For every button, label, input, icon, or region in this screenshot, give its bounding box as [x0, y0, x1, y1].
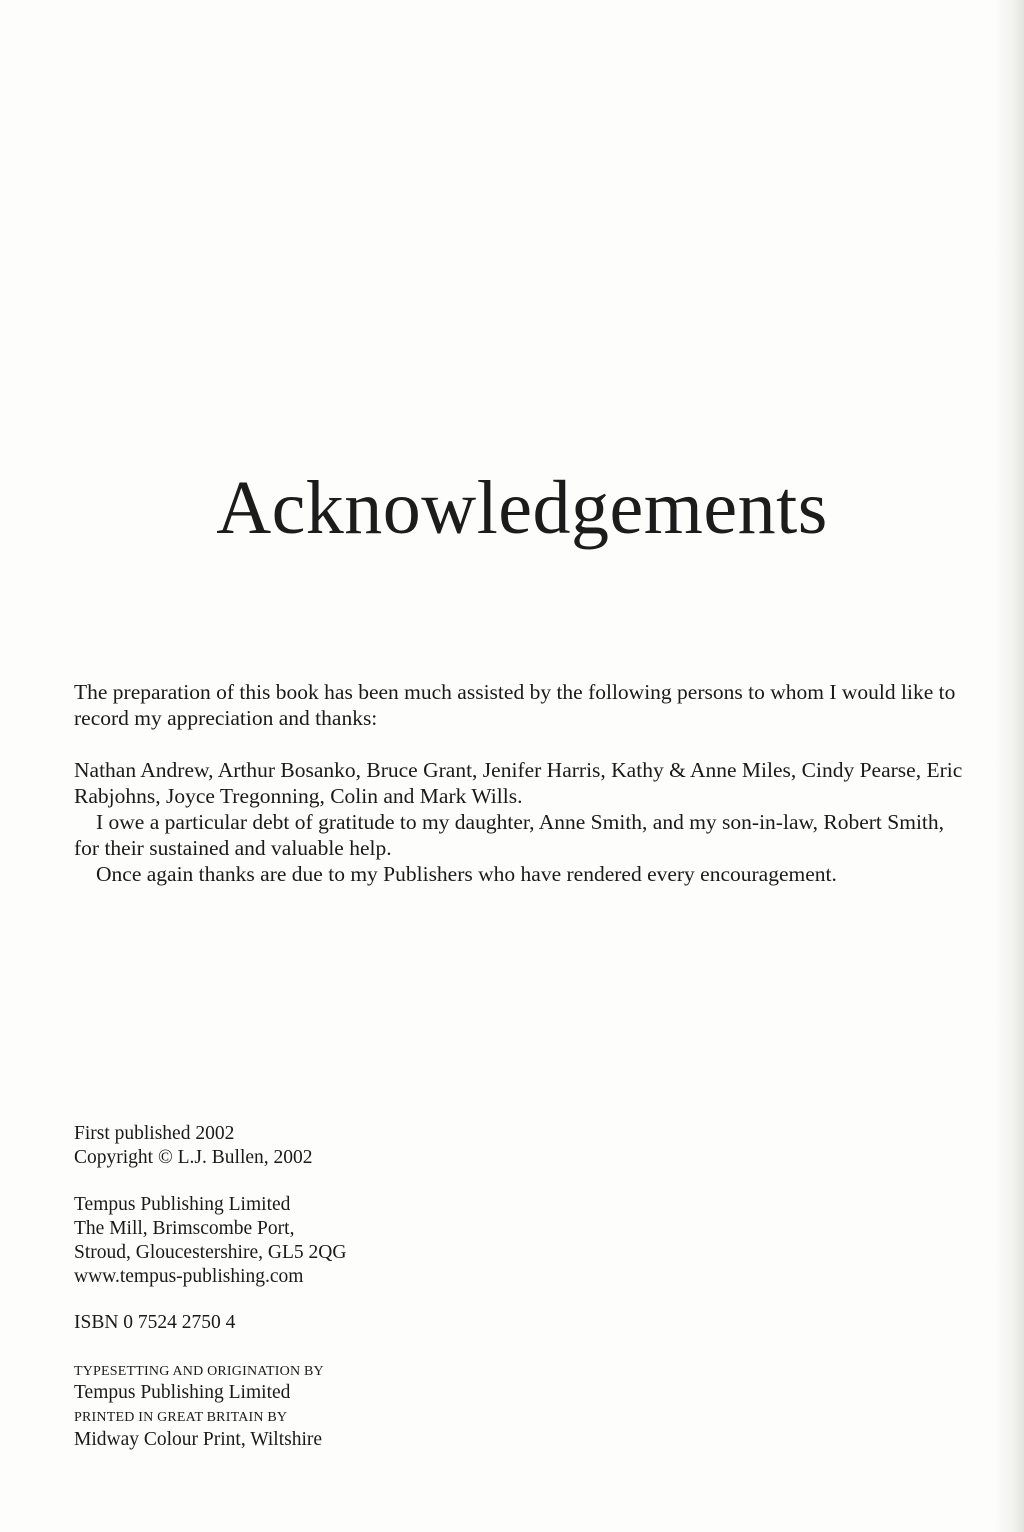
- typesetter-name: Tempus Publishing Limited: [74, 1382, 291, 1403]
- copyright-line: Copyright © L.J. Bullen, 2002: [74, 1147, 313, 1168]
- typesetting-label: TYPESETTING AND ORIGINATION BY: [74, 1364, 324, 1379]
- names-paragraph: Nathan Andrew, Arthur Bosanko, Bruce Grant, Jenifer Harris, Kathy & Anne Miles, Cindy Pearse, Eric Rabjohns, Joyce Tregonning, Colin and Mark Wills.: [74, 758, 963, 808]
- address-line-1: The Mill, Brimscombe Port,: [74, 1218, 295, 1239]
- publisher-name: Tempus Publishing Limited: [74, 1194, 291, 1215]
- isbn: ISBN 0 7524 2750 4: [74, 1312, 236, 1333]
- printed-label: PRINTED IN GREAT BRITAIN BY: [74, 1410, 288, 1425]
- intro-paragraph: The preparation of this book has been much assisted by the following persons to whom I would like to record my appreciation and thanks:: [74, 680, 956, 730]
- first-published: First published 2002: [74, 1123, 235, 1144]
- printer-name: Midway Colour Print, Wiltshire: [74, 1429, 323, 1450]
- publishers-paragraph: Once again thanks are due to my Publishers who have rendered every encouragement.: [96, 862, 837, 886]
- page-title: Acknowledgements: [216, 466, 828, 550]
- address-line-2: Stroud, Gloucestershire, GL5 2QG: [74, 1242, 347, 1263]
- page-edge-shadow: [994, 0, 1024, 1532]
- debt-paragraph: I owe a particular debt of gratitude to my daughter, Anne Smith, and my son-in-law, Robert Smith, for their sustained and valuable help.: [74, 810, 945, 860]
- publisher-website: www.tempus-publishing.com: [74, 1266, 304, 1287]
